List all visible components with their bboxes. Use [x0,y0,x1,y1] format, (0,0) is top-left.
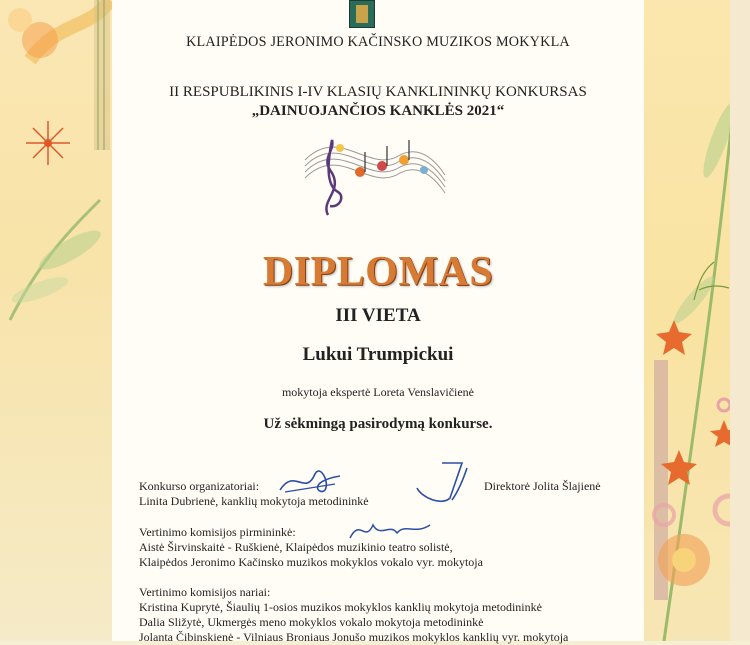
jury-chair-line-2: Klaipėdos Jeronimo Kačinsko muzikos mokyklos vokalo vyr. mokytoja [139,555,483,569]
jury-member-3: Jolanta Čibinskienė - Vilniaus Broniaus Jonušo muzikos mokyklos kanklių vyr. mokytoja [139,630,569,644]
director-signature [412,458,484,506]
left-floral-decoration [0,0,112,641]
school-name: KLAIPĖDOS JERONIMO KAČINSKO MUZIKOS MOKYKLA [186,34,570,50]
jury-members-label: Vertinimo komisijos nariai: [139,585,271,599]
jury-member-2: Dalia Sližytė, Ukmergės meno mokyklos vokalo mokytoja metodininkė [139,615,484,629]
organizer-signature [275,462,345,500]
diploma-heading: DIPLOMAS [262,249,494,295]
right-border-strip [730,0,750,641]
left-floral-frame [0,0,112,641]
recipient-name: Lukui Trumpickui [302,344,454,365]
music-notes-illustration [300,130,450,220]
teacher-name: mokytoja ekspertė Loreta Venslavičienė [281,385,475,399]
school-logo [349,0,375,28]
organizer-name: Linita Dubrienė, kanklių mokytoja metodininkė [139,494,369,508]
contest-line: II RESPUBLIKINIS I-IV KLASIŲ KANKLININKŲ KONKURSAS [169,84,587,100]
jury-chair-line-1: Aistė Širvinskaitė - Ruškienė, Klaipėdos muzikinio teatro solistė, [139,540,453,554]
jury-member-1: Kristina Kuprytė, Šiaulių 1-osios muzikos mokyklos kanklių mokytoja metodininkė [139,600,542,614]
organizers-label: Konkurso organizatoriai: [139,479,260,493]
jury-chair-label: Vertinimo komisijos pirmininkė: [139,525,296,539]
contest-title: „DAINUOJANČIOS KANKLĖS 2021“ [251,103,505,119]
award-text: Už sėkmingą pasirodymą konkurse. [263,416,493,432]
place: III VIETA [335,305,421,326]
director-name: Direktorė Jolita Šlajienė [484,479,601,493]
